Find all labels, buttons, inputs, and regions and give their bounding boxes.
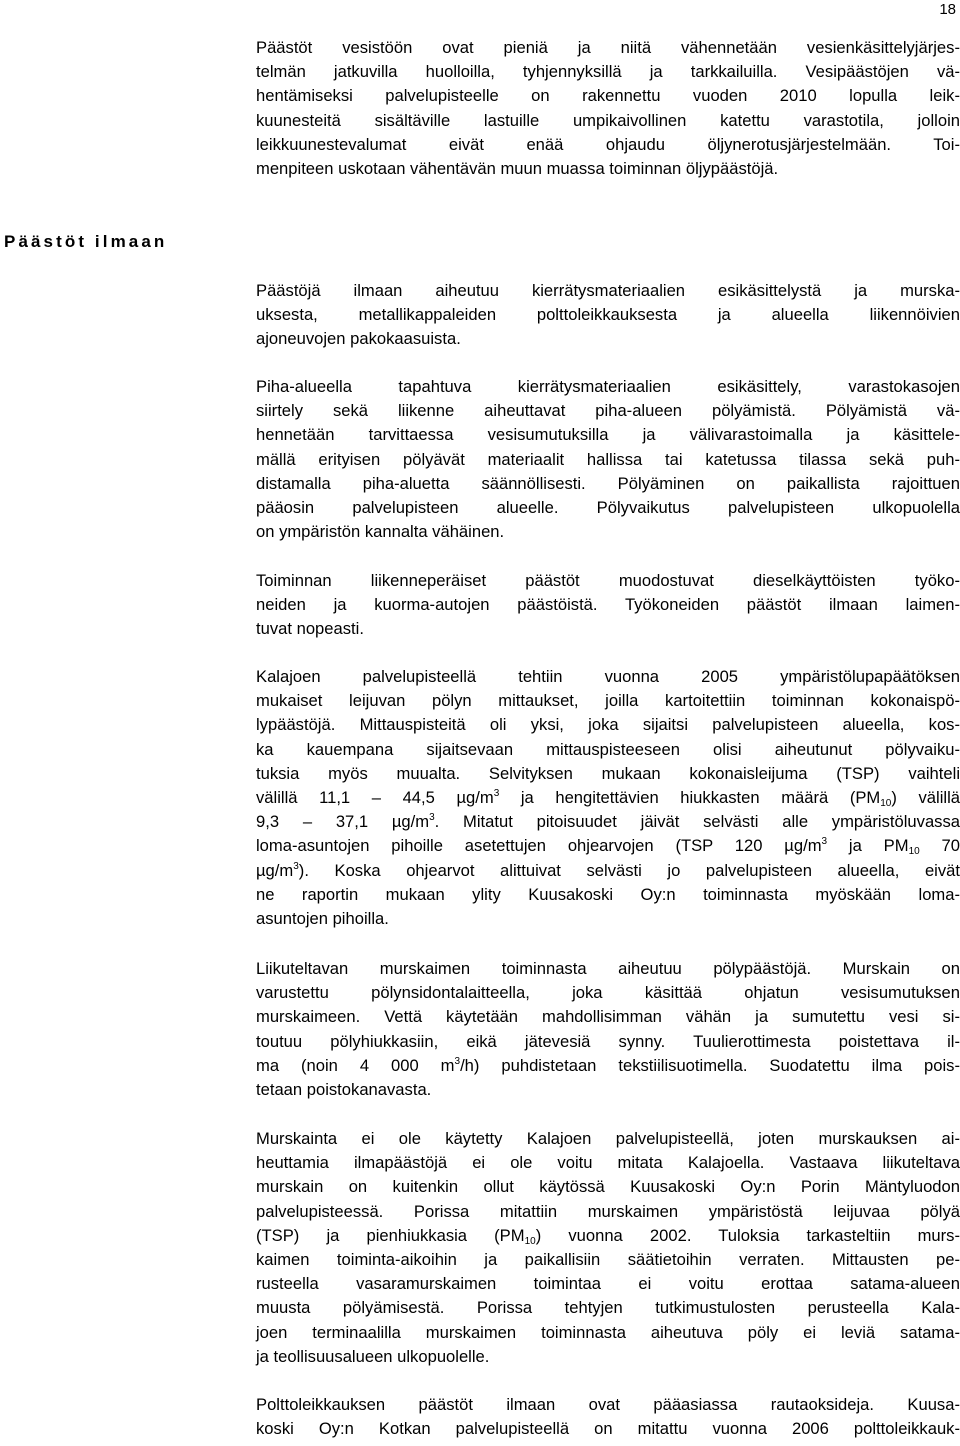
text-line: distamalla piha-aluetta säännöllisesti. Pölyäminen on paikallista rajoittuen bbox=[256, 473, 960, 493]
paragraph-cutting-emissions bbox=[256, 1393, 960, 1441]
paragraph-traffic-emissions bbox=[256, 569, 960, 642]
text-line: ka kauempana sijaitsevaan mittauspisteeseen olisi aiheutunut pölyvaiku- bbox=[256, 739, 960, 759]
text-line: asuntojen pihoilla. bbox=[256, 908, 389, 928]
text-line: hennetään tarvittaessa vesisumutuksilla ja välivarastoimalla ja käsittele- bbox=[256, 425, 960, 445]
text-line: Päästöjä ilmaan aiheutuu kierrätysmateriaalien esikäsittelystä ja murska- bbox=[256, 281, 960, 300]
text-line: ma (noin 4 000 $m^3/h$) puhdistetaan tekstiilisuotimella. Suodatettu ilma pois- bbox=[256, 1055, 960, 1075]
text-line: palvelupisteessä. Porissa mitattiin murskaimen ympäristöstä leijuvaa pölyä bbox=[256, 1201, 960, 1221]
intro-paragraph bbox=[256, 36, 960, 181]
text-line: leikkuunestevalumat eivät enää ohjaudu öljynerotusjärjestelmään. Toi- bbox=[256, 134, 960, 154]
text-line: varustettu pölynsidontalaitteella, joka käsittää ohjatun vesisumutuksen bbox=[256, 983, 960, 1003]
text-line: siirtely sekä liikenne aiheuttavat piha-alueen pölyämistä. Pölyämistä vä- bbox=[256, 401, 960, 421]
text-line: Liikuteltavan murskaimen toiminnasta aiheutuu pölypäästöjä. Murskain on bbox=[256, 959, 960, 978]
paragraph-pori-measurements bbox=[256, 1127, 960, 1369]
text-line: murskaimeen. Vettä käytetään mahdollisimman vähän ja sumutettu vesi si- bbox=[256, 1007, 960, 1027]
paragraph-yard-dust bbox=[256, 375, 960, 544]
text-line: hentämiseksi palvelupisteelle on rakennettu vuoden 2010 lopulla leik- bbox=[256, 86, 960, 106]
text-line: telmän jatkuvilla huolloilla, tyhjennyksillä ja tarkkailuilla. Vesipäästöjen vä- bbox=[256, 62, 960, 82]
text-line: ne raportin mukaan ylity Kuusakoski Oy:n toiminnasta myöskään loma- bbox=[256, 884, 960, 904]
text-line: neiden ja kuorma-autojen päästöistä. Työkoneiden päästöt ilmaan laimen- bbox=[256, 595, 960, 615]
text-line: mällä erityisen pölyävät materiaalit hallissa tai katetussa tilassa sekä puh- bbox=[256, 449, 960, 469]
text-line: Piha-alueella tapahtuva kierrätysmateriaalien esikäsittely, varastokasojen bbox=[256, 377, 960, 396]
text-line: joen terminaalilla murskaimen toiminnasta aiheutuva pöly ei leviä satama- bbox=[256, 1322, 960, 1342]
text-line: kuunesteitä sisältäville lastuille umpikaivollinen katettu varastotila, jolloin bbox=[256, 110, 960, 130]
text-line: (TSP) ja pienhiukkasia $(PM_{10})$ vuonna 2002. Tuloksia tarkasteltiin murs- bbox=[256, 1225, 960, 1247]
text-line: koski Oy:n Kotkan palvelupisteellä on mitattu vuonna 2006 polttoleikkauk- bbox=[256, 1419, 960, 1439]
text-line: Murskainta ei ole käytetty Kalajoen palvelupisteellä, joten murskauksen ai- bbox=[256, 1129, 960, 1148]
text-line: Päästöt vesistöön ovat pieniä ja niitä vähennetään vesienkäsittelyjärjes- bbox=[256, 38, 960, 57]
text-line: tuksia myös muualta. Selvityksen mukaan kokonaisleijuma (TSP) vaihteli bbox=[256, 763, 960, 783]
text-line: kaimen toiminta-aikoihin ja paikallisiin säätietoihin verraten. Mittausten pe- bbox=[256, 1249, 960, 1269]
text-line: uksesta, metallikappaleiden polttoleikkauksesta ja alueella liikennöivien bbox=[256, 305, 960, 325]
text-line: rusteella vasaramurskaimen toimintaa ei voitu erottaa satama-alueen bbox=[256, 1274, 960, 1294]
text-line: muusta pölyämisestä. Porissa tehtyjen tutkimustulosten perusteella Kala- bbox=[256, 1298, 960, 1318]
text-line: välillä 11,1 – 44,5 $\mu g/m^3$ ja hengitettävien hiukkasten määrä $(PM_{10})$ välillä bbox=[256, 787, 960, 809]
text-line: 9,3 – 37,1 $\mu g/m^3$. Mitatut pitoisuudet jäivät selvästi alle ympäristöluvassa bbox=[256, 812, 960, 832]
page-number: 18 bbox=[939, 1, 956, 18]
text-line: $\mu g/m^3$). Koska ohjearvot alittuivat selvästi jo palvelupisteen alueella, eivät bbox=[256, 860, 960, 880]
text-line: lypäästöjä. Mittauspisteitä oli yksi, joka sijaitsi palvelupisteen alueella, kos- bbox=[256, 715, 960, 735]
section-heading: Päästöt ilmaan bbox=[4, 232, 168, 251]
text-line: toutuu pölyhiukkasiin, eikä jätevesiä synny. Tuulierottimesta poistettava il- bbox=[256, 1031, 960, 1051]
text-line: Kalajoen palvelupisteellä tehtiin vuonna 2005 ympäristölupapäätöksen bbox=[256, 667, 960, 686]
text-line: on ympäristön kannalta vähäinen. bbox=[256, 522, 505, 542]
text-line: mukaiset leijuvan pölyn mittaukset, joilla kartoitettiin toiminnan kokonaispö- bbox=[256, 691, 960, 711]
paragraph-crusher-dust bbox=[256, 957, 960, 1102]
paragraph-emissions-sources bbox=[256, 279, 960, 352]
text-line: murskain on kuitenkin ollut käytössä Kuusakoski Oy:n Porin Mäntyluodon bbox=[256, 1177, 960, 1197]
text-line: loma-asuntojen pihoille asetettujen ohjearvojen (TSP 120 $\mu g/m^3$ ja $PM_{10}$ 70 bbox=[256, 836, 960, 858]
text-line: menpiteen uskotaan vähentävän muun muassa toiminnan öljypäästöjä. bbox=[256, 158, 779, 178]
paragraph-kalajoki-measurements bbox=[256, 665, 960, 931]
text-line: Polttoleikkauksen päästöt ilmaan ovat pääasiassa rautaoksideja. Kuusa- bbox=[256, 1395, 960, 1414]
text-line: heuttamia ilmapäästöjä ei ole voitu mitata Kalajoella. Vastaava liikuteltava bbox=[256, 1153, 960, 1173]
text-line: tuvat nopeasti. bbox=[256, 619, 364, 639]
text-line: pääosin palvelupisteen alueelle. Pölyvaikutus palvelupisteen ulkopuolella bbox=[256, 497, 960, 517]
text-line: tetaan poistokanavasta. bbox=[256, 1079, 432, 1099]
text-line: ajoneuvojen pakokaasuista. bbox=[256, 329, 461, 349]
text-line: Toiminnan liikenneperäiset päästöt muodostuvat dieselkäyttöisten työko- bbox=[256, 571, 960, 590]
text-line: ja teollisuusalueen ulkopuolelle. bbox=[256, 1346, 490, 1366]
